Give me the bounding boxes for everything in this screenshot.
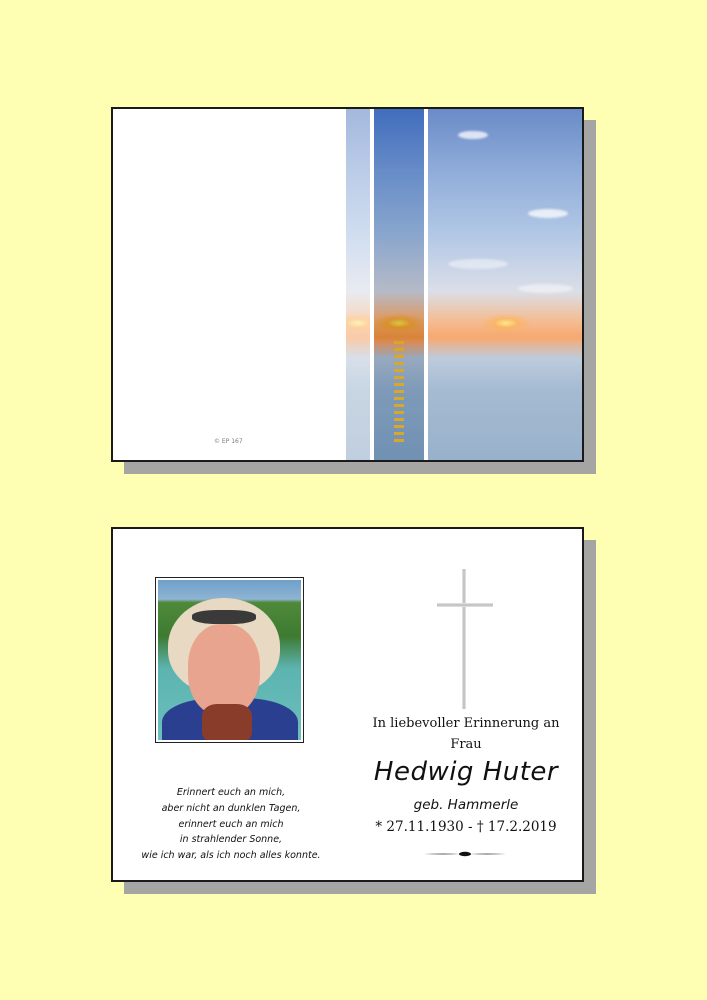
portrait-scarf xyxy=(202,704,252,740)
portrait-frame xyxy=(155,577,304,743)
portrait-face xyxy=(188,624,260,716)
deceased-name: Hedwig Huter xyxy=(373,757,559,787)
memorial-intro: In liebevoller Erinnerung an xyxy=(372,716,560,731)
maiden-name: geb. Hammerle xyxy=(413,797,519,813)
cross-icon xyxy=(435,569,495,709)
memorial-poem xyxy=(113,785,349,864)
cloud xyxy=(518,284,573,293)
copyright-note: © EP 167 xyxy=(214,438,243,445)
salutation: Frau xyxy=(450,737,482,752)
poem-line: erinnert euch an mich xyxy=(178,818,284,830)
sunset-strip-center xyxy=(374,109,424,460)
sunset-strip-left xyxy=(346,109,370,460)
poem-line: in strahlender Sonne, xyxy=(179,834,283,846)
poem-line: Erinnert euch an mich, xyxy=(176,787,286,798)
sunset-strip-right xyxy=(428,109,584,460)
poem-line: wie ich war, als ich noch alles konnte. xyxy=(141,850,321,862)
front-card xyxy=(111,107,584,462)
cloud xyxy=(458,131,488,139)
ornament-divider-icon xyxy=(424,851,506,857)
sun-reflection xyxy=(394,341,404,446)
poem-line: aber nicht an dunklen Tagen, xyxy=(161,802,301,814)
cloud xyxy=(448,259,508,269)
cloud xyxy=(528,209,568,218)
sunglasses xyxy=(192,610,256,624)
back-card xyxy=(111,527,584,882)
life-dates: * 27.11.1930 - † 17.2.2019 xyxy=(375,819,557,835)
portrait-photo xyxy=(158,580,301,740)
